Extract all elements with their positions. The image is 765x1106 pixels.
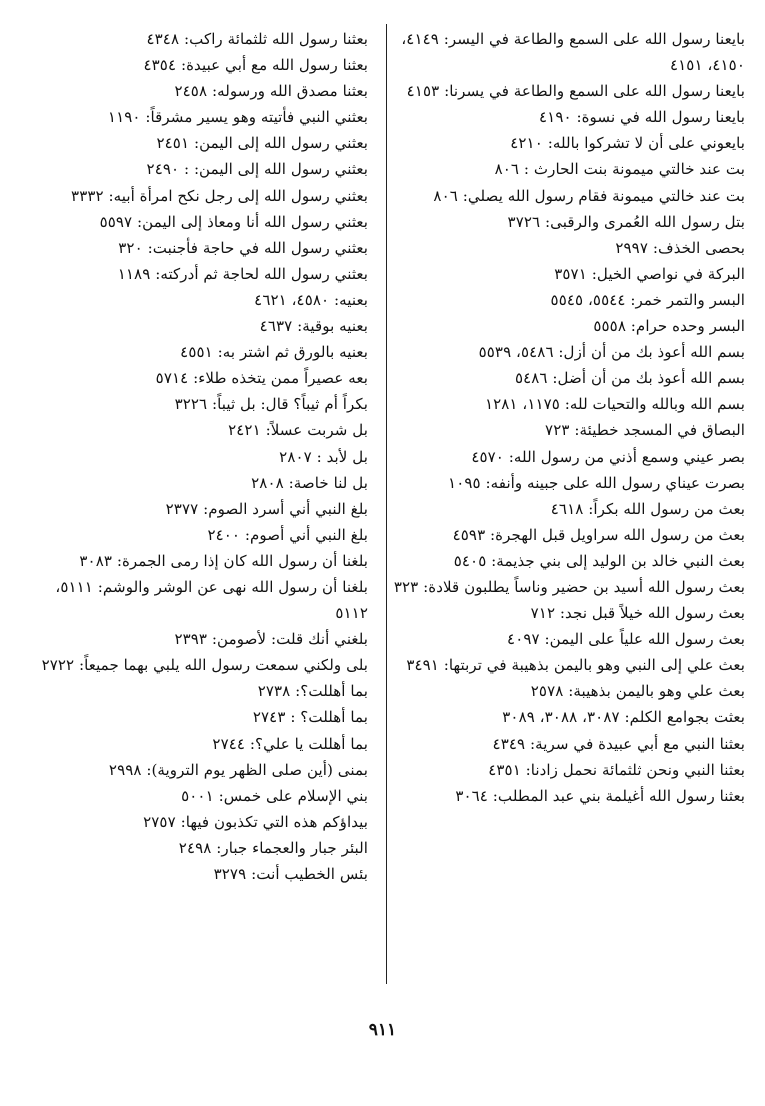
- index-entry: بعث من رسول الله سراويل قبل الهجرة: ٤٥٩٣: [452, 525, 745, 544]
- index-entry: بعثني رسول الله إلى اليمن: ٢٤٥١: [156, 134, 368, 153]
- index-entry: بعنيه بالورق ثم اشتر به: ٤٥٥١: [180, 343, 368, 362]
- index-entry: بايعنا رسول الله في نسوة: ٤١٩٠: [539, 108, 745, 127]
- index-entry: البئر جبار والعجماء جبار: ٢٤٩٨: [178, 838, 368, 857]
- index-entry: بعثني رسول الله إلى اليمن: : ٢٤٩٠: [146, 160, 368, 179]
- index-entry: بصرت عيناي رسول الله على جبينه وأنفه: ١٠٩٥: [448, 473, 745, 492]
- index-entry: بعثنا رسول الله ثلثمائة راكب: ٤٣٤٨: [146, 30, 368, 48]
- index-entry: بعث رسول الله علياً على اليمن: ٤٠٩٧: [507, 630, 745, 649]
- index-entry: بل لأبد : ٢٨٠٧: [279, 447, 368, 466]
- index-entry: بلغ النبي أني أصوم: ٢٤٠٠: [207, 525, 368, 544]
- right-column: [390, 26, 745, 809]
- index-entry: بعثني رسول الله إلى رجل نكح امرأة أبيه: ٣٣٣٢: [71, 186, 368, 205]
- index-entry: بعثني النبي فأتيته وهو يسير مشرقاً: ١١٩٠: [107, 108, 368, 127]
- index-entry: بلغنا أن رسول الله نهى عن الوشر والوشم: ٥١١١، ٥١١٢: [55, 577, 368, 623]
- index-entry: بت عند خالتي ميمونة بنت الحارث : ٨٠٦: [494, 160, 745, 179]
- index-entry: بلغنا أن رسول الله كان إذا رمى الجمرة: ٣٠٨٣: [79, 551, 368, 570]
- index-entry: بعثني رسول الله لحاجة ثم أدركته: ١١٨٩: [117, 264, 368, 283]
- index-entry: بسم الله أعوذ بك من أن أزل: ٥٤٨٦، ٥٥٣٩: [478, 343, 745, 362]
- index-entry: بلى ولكني سمعت رسول الله يلبي بهما جميعاً: ٢٧٢٢: [41, 656, 368, 675]
- index-entry: بعث النبي خالد بن الوليد إلى بني جذيمة: ٥٤٠٥: [453, 551, 745, 570]
- index-entry: بعث علي إلى النبي وهو باليمن بذهيبة في تربتها: ٣٤٩١: [406, 656, 745, 675]
- index-entry: بعثت بجوامع الكلم: ٣٠٨٧، ٣٠٨٨، ٣٠٨٩: [502, 708, 745, 727]
- index-entry: بيداؤكم هذه التي تكذبون فيها: ٢٧٥٧: [143, 812, 368, 831]
- index-entry: بايعنا رسول الله على السمع والطاعة في اليسر: ٤١٤٩، ٤١٥٠، ٤١٥١: [401, 30, 745, 75]
- index-entry: بعنيه بوقية: ٤٦٣٧: [259, 317, 368, 336]
- index-entry: بعث رسول الله خيلاً قبل نجد: ٧١٢: [530, 604, 745, 623]
- index-entry: بل لنا خاصة: ٢٨٠٨: [251, 473, 368, 492]
- index-entry: بعث من رسول الله بكراً: ٤٦١٨: [550, 499, 745, 518]
- index-entry: بعثني رسول الله أنا ومعاذ إلى اليمن: ٥٥٩٧: [99, 212, 368, 231]
- index-entry: بلغني أنك قلت: لأصومن: ٢٣٩٣: [174, 630, 368, 649]
- index-entry: بني الإسلام على خمس: ٥٠٠١: [181, 786, 368, 805]
- index-entry: بعثني رسول الله في حاجة فأجنبت: ٣٢٠: [118, 238, 368, 257]
- index-entry: بايعنا رسول الله على السمع والطاعة في يسرنا: ٤١٥٣: [406, 82, 745, 101]
- index-entry: بل شربت عسلاً: ٢٤٢١: [228, 421, 368, 440]
- index-entry: بما أهللت يا علي؟: ٢٧٤٤: [212, 734, 368, 753]
- index-entry: البسر والتمر خمر: ٥٥٤٤، ٥٥٤٥: [550, 290, 745, 309]
- index-entry: بما أهللت؟: ٢٧٣٨: [257, 682, 368, 701]
- index-entry: بعثنا رسول الله مع أبي عبيدة: ٤٣٥٤: [143, 56, 368, 75]
- index-entry: بسم الله أعوذ بك من أن أضل: ٥٤٨٦: [514, 369, 745, 388]
- index-entry: بحصى الخذف: ٢٩٩٧: [615, 238, 745, 257]
- index-entry: بعثنا مصدق الله ورسوله: ٢٤٥٨: [174, 82, 368, 101]
- index-entry: بت عند خالتي ميمونة فقام رسول الله يصلي: ٨٠٦: [433, 186, 745, 205]
- index-entry: بما أهللت؟ : ٢٧٤٣: [252, 708, 368, 727]
- index-entry: بعنيه: ٤٥٨٠، ٤٦٢١: [254, 290, 368, 309]
- column-divider: [386, 24, 387, 984]
- index-entry: بعث علي وهو باليمن بذهيبة: ٢٥٧٨: [530, 682, 745, 701]
- index-entry: بعثنا رسول الله أغيلمة بني عبد المطلب: ٣٠٦٤: [455, 786, 745, 805]
- index-entry: بعه عصيراً ممن يتخذه طلاء: ٥٧١٤: [155, 369, 368, 388]
- index-entry: البسر وحده حرام: ٥٥٥٨: [593, 317, 745, 336]
- index-entry: بصر عيني وسمع أذني من رسول الله: ٤٥٧٠: [471, 447, 745, 466]
- index-entry: بئس الخطيب أنت: ٣٢٧٩: [213, 865, 368, 883]
- index-entry: بعثنا النبي مع أبي عبيدة في سرية: ٤٣٤٩: [492, 734, 745, 753]
- index-entry: بايعوني على أن لا تشركوا بالله: ٤٢١٠: [510, 134, 745, 153]
- index-entry: بمنى (أين صلى الظهر يوم التروية): ٢٩٩٨: [108, 760, 368, 779]
- index-entry: بكراً أم ثيباً؟ قال: بل ثيباً: ٣٢٢٦: [174, 395, 368, 414]
- page-number: ٩١١: [368, 1020, 397, 1040]
- index-entry: البركة في نواصي الخيل: ٣٥٧١: [554, 264, 745, 283]
- index-entry: بعث رسول الله أسيد بن حضير وناساً يطلبون قلادة: ٣٢٣: [393, 577, 745, 596]
- index-entry: بلغ النبي أني أسرد الصوم: ٢٣٧٧: [165, 499, 368, 518]
- index-entry: بتل رسول الله العُمرى والرقبى: ٣٧٢٦: [507, 212, 745, 231]
- left-column: [18, 26, 368, 887]
- index-entry: البصاق في المسجد خطيئة: ٧٢٣: [545, 421, 745, 440]
- index-entry: بعثنا النبي ونحن ثلثمائة نحمل زادنا: ٤٣٥١: [488, 760, 745, 779]
- index-entry: بسم الله وبالله والتحيات لله: ١١٧٥، ١٢٨١: [484, 395, 745, 414]
